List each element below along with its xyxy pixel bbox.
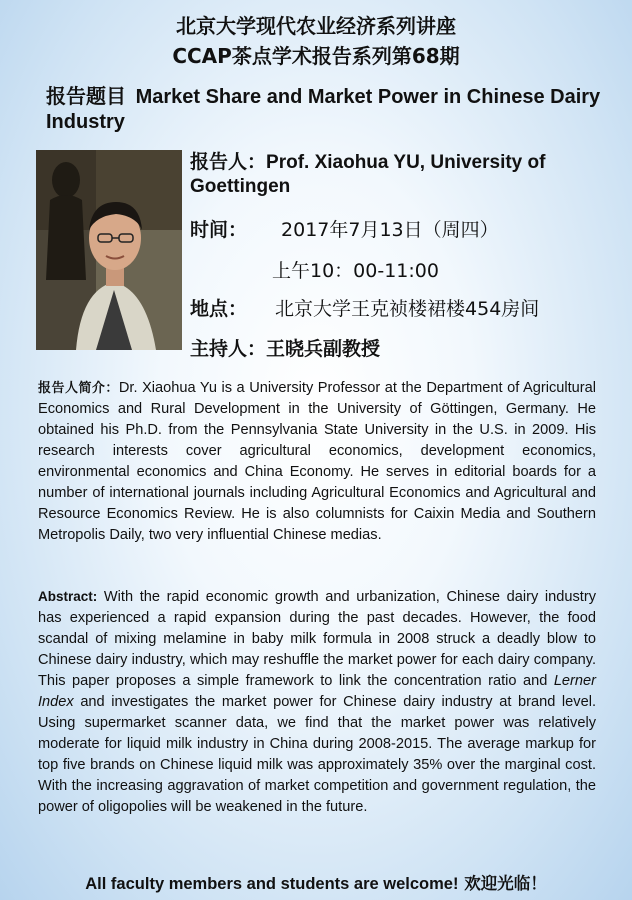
hours-row <box>272 256 439 283</box>
welcome-cn: 欢迎光临！ <box>458 874 547 893</box>
abstract-text-after: and investigates the market power for Chinese dairy industry at brand level. Using supermarket scanner data, we find that the market power was relatively moderate for liquid milk industry in China during 2008-2015. The average markup for top five brands on Chinese liquid milk was approximately 35% over the marginal cost. With the increasing aggravation of market competition and government regulation, the power of oligopolies will be weakened in the future. <box>38 694 596 815</box>
host-label: 主持人： <box>190 338 267 360</box>
talk-host: 王晓兵副教授 <box>266 338 381 360</box>
speaker-row <box>190 150 600 199</box>
welcome-line <box>0 870 632 894</box>
series-subtitle: CCAP茶点学术报告系列第68期 <box>172 44 460 68</box>
talk-abstract <box>38 586 596 818</box>
speaker-label: 报告人： <box>190 151 267 173</box>
host-row <box>190 334 380 361</box>
talk-hours: 上午10：00-11:00 <box>272 260 439 282</box>
speaker-photo <box>36 150 182 350</box>
place-row <box>190 294 539 321</box>
bio-label: 报告人简介： <box>38 381 119 396</box>
time-label: 时间： <box>190 219 248 241</box>
place-label: 地点： <box>190 298 248 320</box>
abstract-label: Abstract: <box>38 589 98 604</box>
talk-topic <box>46 84 606 135</box>
time-row <box>190 215 499 242</box>
topic-title: Market Share and Market Power in Chinese Dairy Industry <box>46 86 601 133</box>
speaker-bio <box>38 378 596 546</box>
bio-text: Dr. Xiaohua Yu is a University Professor at the Department of Agricultural Economics and Rural Development in the University of Göttingen, Germany. He obtained his Ph.D. from the Pennsylvania State University in the U.S. in 2009. His research interests cover agricultural economics, development economics, environmental economics and China Economy. He serves in editorial boards for a number of international journals including Agricultural Economics and Agricultural and Resource Economics Review. He is also columnists for Caixin Media and Southern Metropolis Daily, two very influential Chinese medias. <box>38 380 596 543</box>
abstract-text-before: With the rapid economic growth and urbanization, Chinese dairy industry has experienced a rapid expansion during the past decades. However, the food scandal of mixing melamine in baby milk formula in 2008 struck a deadly blow to Chinese dairy industry, which may reshuffle the market power for each dairy company. This paper proposes a simple framework to link the concentration ratio and <box>38 589 596 689</box>
welcome-en: All faculty members and students are welcome! <box>85 875 459 893</box>
series-title: 北京大学现代农业经济系列讲座 <box>176 14 456 38</box>
topic-label: 报告题目 <box>46 84 126 108</box>
talk-date: 2017年7月13日（周四） <box>281 219 499 241</box>
talk-place: 北京大学王克祯楼裙楼454房间 <box>275 298 540 320</box>
speaker-name: Prof. Xiaohua YU, University of Goettingen <box>190 152 546 197</box>
abstract-italic-term: Lerner Index <box>38 673 596 710</box>
speaker-portrait-icon <box>36 150 182 350</box>
